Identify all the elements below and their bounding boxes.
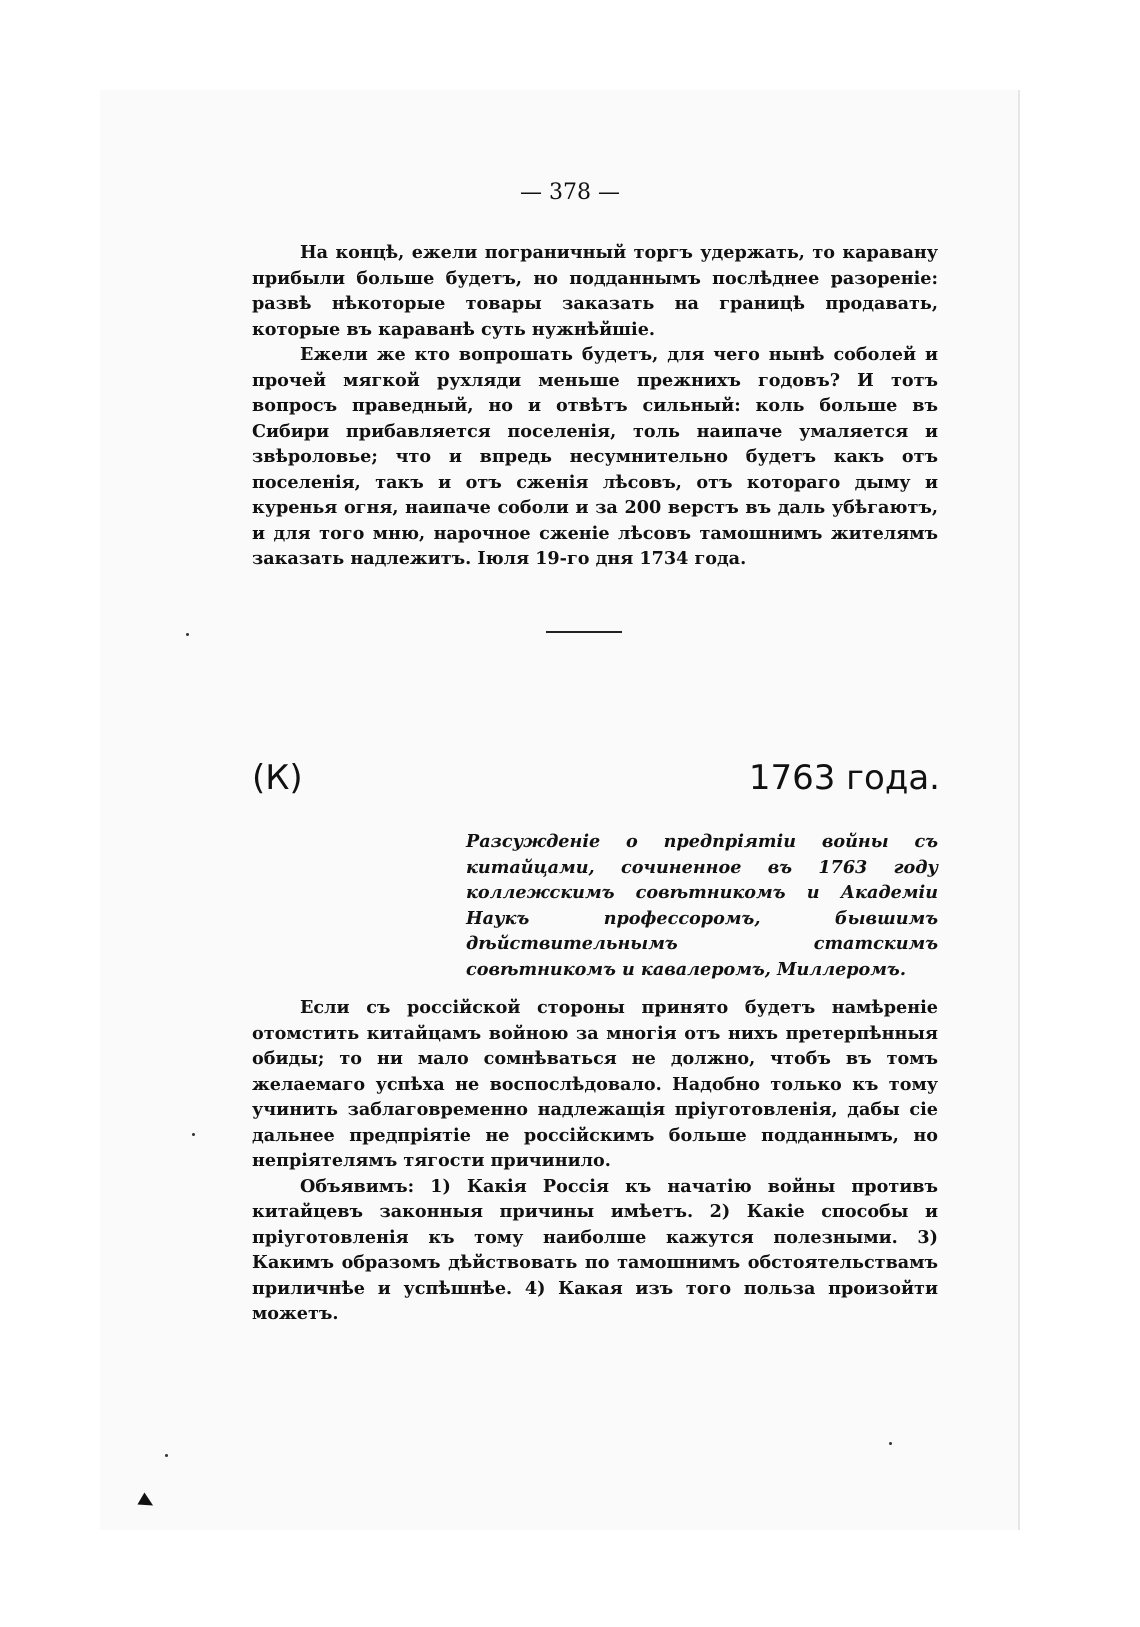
scan-speck xyxy=(889,1442,892,1445)
paragraph: Если съ россійской стороны принято будетъ намѣреніе отомстить китайцамъ войною за многія отъ нихъ претерпѣнныя обиды; то ни мало сомнѣваться не должно, чтобъ въ томъ желаемаго успѣха не воспослѣдовало. Надобно только къ тому учинить заблаговременно надлежащія пріуготовленія, дабы сіе дальнее предпріятіе не россійскимъ больше подданнымъ, но непріятелямъ тягости причинило. xyxy=(252,997,938,1171)
section-abstract xyxy=(466,829,938,982)
paragraph: Ежели же кто вопрошать будетъ, для чего нынѣ соболей и прочей мягкой рухляди меньше прежнихъ годовъ? И тотъ вопросъ праведный, но и отвѣтъ сильный: коль больше въ Сибири прибавляется поселенія, толь наипаче умаляется и звѣроловье; что и впредь несумнительно будетъ какъ отъ поселенія, такъ и отъ сженія лѣсовъ, отъ котораго дыму и куренья огня, наипаче соболи и за 200 верстъ въ даль убѣгаютъ, и для того мню, нарочное сженіе лѣсовъ тамошнимъ жителямъ заказать надлежитъ. Іюля 19-го дня 1734 года. xyxy=(252,344,938,569)
page-edge xyxy=(1018,90,1020,1530)
section-separator xyxy=(546,631,622,633)
paragraph: Объявимъ: 1) Какія Россія къ начатію войны противъ китайцевъ законныя причины имѣетъ. 2) Какіе способы и пріуготовленія къ тому наиболше кажутся полезными. 3) Какимъ образомъ дѣйствовать по тамошнимъ обстоятельствамъ приличнѣе и успѣшнѣе. 4) Какая изъ того польза произойти можетъ. xyxy=(252,1175,938,1324)
scan-speck xyxy=(186,633,189,636)
scan-speck xyxy=(165,1454,168,1457)
abstract-text: Разсужденіе о предпріятіи войны съ китайцами, сочиненное въ 1763 году коллежскимъ совѣтникомъ и Академіи Наукъ профессоромъ, бывшимъ дѣйствительнымъ статскимъ совѣтникомъ и кавалеромъ, Миллеромъ. xyxy=(466,831,938,980)
page-number: — 378 — xyxy=(520,180,620,205)
scan-speck xyxy=(192,1133,195,1136)
paragraph: На концѣ, ежели пограничный торгъ удержать, то каравану прибыли больше будетъ, но подданнымъ послѣднее разореніе: развѣ нѣкоторые товары заказать на границѣ продавать, которые въ караванѣ суть нужнѣйшіе. xyxy=(252,242,938,340)
text-block-top xyxy=(252,240,938,572)
text-block-bottom xyxy=(252,995,938,1327)
section-year: 1763 года. xyxy=(748,758,940,798)
section-letter: (К) xyxy=(252,758,303,798)
